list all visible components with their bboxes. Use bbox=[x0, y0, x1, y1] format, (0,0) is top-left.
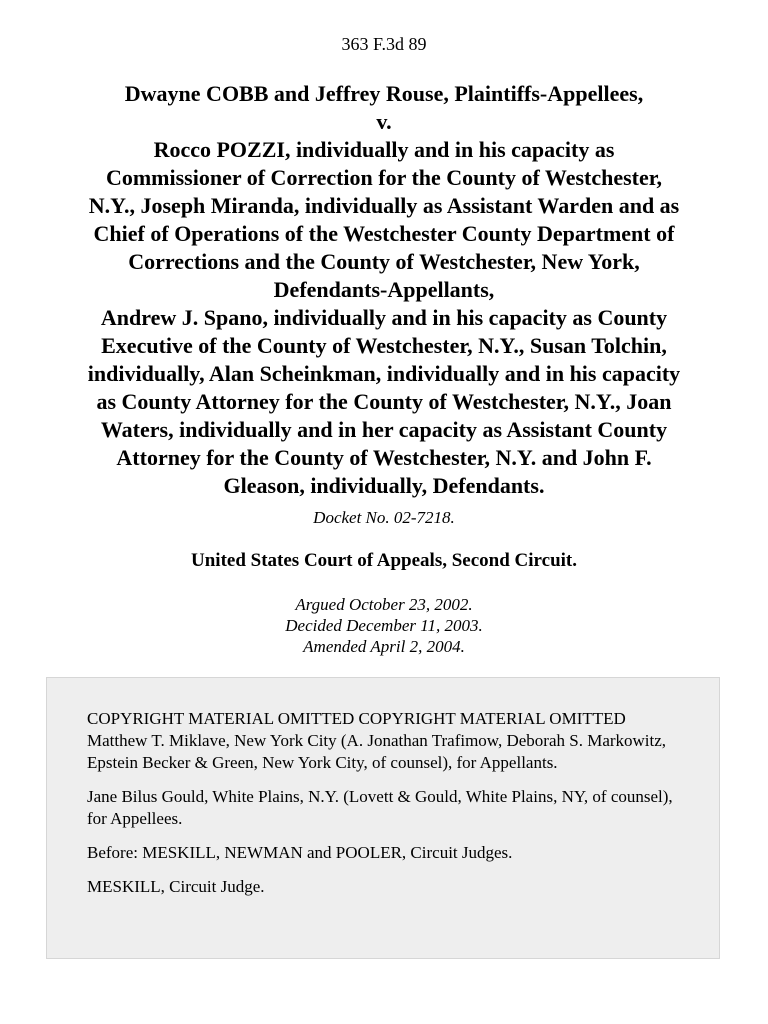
case-caption bbox=[30, 80, 738, 500]
counsel-box bbox=[46, 677, 720, 959]
caption-line: individually, Alan Scheinkman, individually and in his capacity bbox=[87, 361, 681, 386]
caption-line: as County Attorney for the County of Westchester, N.Y., Joan bbox=[96, 389, 672, 414]
appellees-counsel: Jane Bilus Gould, White Plains, N.Y. (Lovett & Gould, White Plains, NY, of counsel), for Appellees. bbox=[87, 787, 673, 828]
caption-line: Chief of Operations of the Westchester County Department of bbox=[93, 221, 675, 246]
caption-line: Rocco POZZI, individually and in his capacity as bbox=[153, 137, 615, 162]
appellants-counsel: COPYRIGHT MATERIAL OMITTED COPYRIGHT MATERIAL OMITTED Matthew T. Miklave, New York City (A. Jonathan Trafimow, Deborah S. Markowitz, Epstein Becker & Green, New York City, of counsel), for Appellants. bbox=[87, 709, 667, 772]
caption-line: Defendants-Appellants, bbox=[273, 277, 495, 302]
amended-date: Amended April 2, 2004. bbox=[303, 637, 465, 656]
caption-line: v. bbox=[376, 109, 392, 134]
caption-line: Commissioner of Correction for the County of Westchester, bbox=[105, 165, 663, 190]
caption-line: Dwayne COBB and Jeffrey Rouse, Plaintiffs-Appellees, bbox=[124, 81, 644, 106]
court-name: United States Court of Appeals, Second Circuit. bbox=[191, 550, 577, 571]
caption-line: Executive of the County of Westchester, N.Y., Susan Tolchin, bbox=[101, 333, 667, 358]
panel-judges: Before: MESKILL, NEWMAN and POOLER, Circuit Judges. bbox=[87, 843, 513, 862]
caption-line: Attorney for the County of Westchester, N.Y. and John F. bbox=[116, 445, 652, 470]
citation: 363 F.3d 89 bbox=[341, 34, 427, 54]
caption-line: N.Y., Joseph Miranda, individually as Assistant Warden and as bbox=[88, 193, 680, 218]
case-dates bbox=[0, 594, 768, 657]
caption-line: Gleason, individually, Defendants. bbox=[223, 473, 545, 498]
caption-line: Corrections and the County of Westchester, New York, bbox=[128, 249, 640, 274]
docket-number: Docket No. 02-7218. bbox=[313, 508, 455, 527]
caption-line: Andrew J. Spano, individually and in his capacity as County bbox=[100, 305, 668, 330]
caption-line: Waters, individually and in her capacity as Assistant County bbox=[100, 417, 668, 442]
argued-date: Argued October 23, 2002. bbox=[295, 595, 473, 614]
opinion-author: MESKILL, Circuit Judge. bbox=[87, 877, 265, 896]
decided-date: Decided December 11, 2003. bbox=[285, 616, 483, 635]
